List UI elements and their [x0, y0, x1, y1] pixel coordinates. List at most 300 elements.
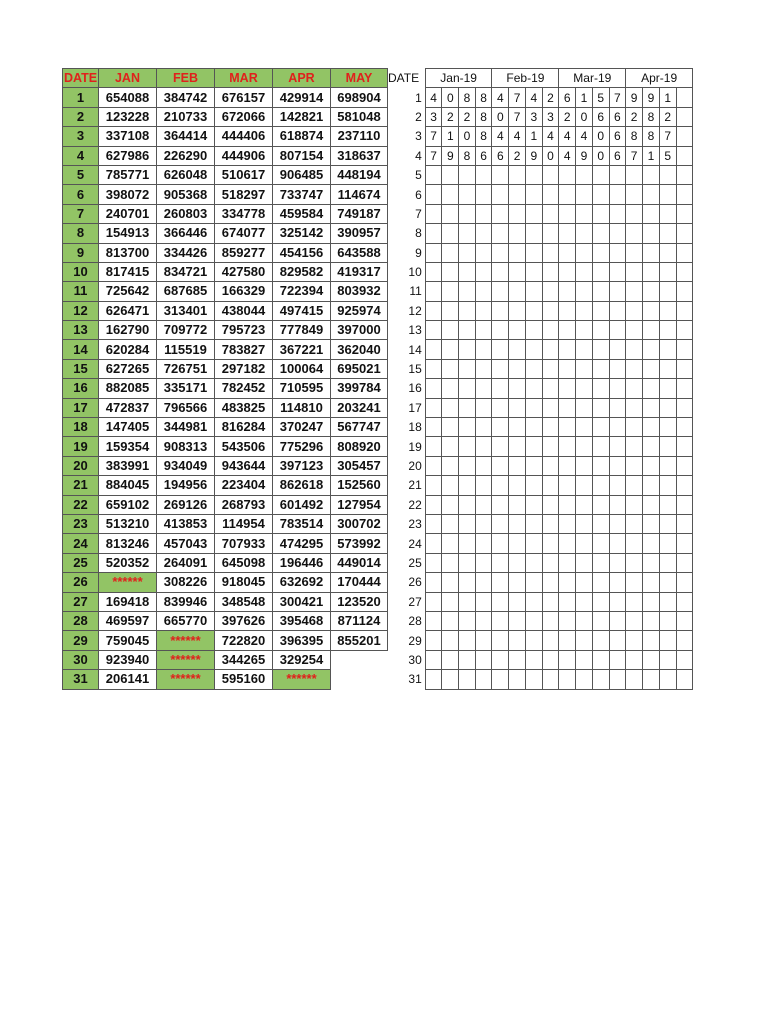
- empty-digit-cell: [609, 282, 626, 301]
- digit-cell: 3: [525, 107, 542, 126]
- value-cell: 162790: [99, 321, 157, 340]
- digit-cell: 6: [592, 107, 609, 126]
- value-cell: 520352: [99, 553, 157, 572]
- empty-digit-cell: [475, 224, 492, 243]
- empty-digit-cell: [492, 185, 509, 204]
- empty-digit-cell: [525, 514, 542, 533]
- table-row: [63, 359, 388, 378]
- value-cell: 297182: [215, 359, 273, 378]
- digit-cell: 4: [492, 127, 509, 146]
- empty-digit-cell: [659, 165, 676, 184]
- empty-digit-cell: [659, 282, 676, 301]
- empty-digit-cell: [509, 456, 526, 475]
- column-header: MAR: [215, 69, 273, 88]
- empty-digit-cell: [592, 262, 609, 281]
- date-cell: 28: [63, 611, 99, 630]
- value-cell: 240701: [99, 204, 157, 223]
- chart-row: [387, 534, 693, 553]
- date-cell: 4: [63, 146, 99, 165]
- value-cell: 305457: [331, 456, 388, 475]
- empty-digit-cell: [626, 359, 643, 378]
- column-header: APR: [273, 69, 331, 88]
- empty-digit-cell: [676, 650, 692, 669]
- empty-digit-cell: [559, 398, 576, 417]
- empty-digit-cell: [525, 301, 542, 320]
- empty-digit-cell: [492, 340, 509, 359]
- empty-digit-cell: [676, 495, 692, 514]
- digit-cell: 4: [492, 88, 509, 107]
- empty-digit-cell: [542, 456, 559, 475]
- row-number: 25: [387, 553, 425, 572]
- value-cell: 817415: [99, 262, 157, 281]
- empty-digit-cell: [609, 670, 626, 689]
- date-cell: 9: [63, 243, 99, 262]
- empty-digit-cell: [509, 359, 526, 378]
- value-cell: 709772: [157, 321, 215, 340]
- empty-digit-cell: [459, 204, 476, 223]
- empty-digit-cell: [559, 650, 576, 669]
- empty-digit-cell: [626, 165, 643, 184]
- row-number: 21: [387, 476, 425, 495]
- empty-digit-cell: [425, 379, 442, 398]
- empty-digit-cell: [659, 243, 676, 262]
- empty-digit-cell: [643, 553, 660, 572]
- row-number: 12: [387, 301, 425, 320]
- empty-digit-cell: [676, 321, 692, 340]
- chart-row: [387, 359, 693, 378]
- date-cell: 31: [63, 670, 99, 689]
- value-cell: 808920: [331, 437, 388, 456]
- empty-digit-cell: [425, 398, 442, 417]
- empty-digit-cell: [576, 418, 593, 437]
- chart-row: [387, 495, 693, 514]
- empty-digit-cell: [459, 185, 476, 204]
- empty-digit-cell: [659, 379, 676, 398]
- empty-digit-cell: [609, 456, 626, 475]
- empty-digit-cell: [643, 631, 660, 650]
- empty-digit-cell: [492, 573, 509, 592]
- empty-digit-cell: [643, 243, 660, 262]
- empty-digit-cell: [442, 379, 459, 398]
- empty-digit-cell: [676, 476, 692, 495]
- empty-digit-cell: [492, 437, 509, 456]
- empty-digit-cell: [542, 398, 559, 417]
- row-number: 28: [387, 611, 425, 630]
- empty-digit-cell: [659, 185, 676, 204]
- empty-digit-cell: [609, 573, 626, 592]
- empty-digit-cell: [475, 204, 492, 223]
- table-row: [63, 398, 388, 417]
- empty-digit-cell: [626, 495, 643, 514]
- empty-digit-cell: [576, 243, 593, 262]
- empty-digit-cell: [459, 165, 476, 184]
- empty-digit-cell: [459, 398, 476, 417]
- row-number: 17: [387, 398, 425, 417]
- empty-digit-cell: [475, 185, 492, 204]
- empty-digit-cell: [609, 553, 626, 572]
- table-row: [63, 107, 388, 126]
- value-cell: 114954: [215, 514, 273, 533]
- value-cell: 775296: [273, 437, 331, 456]
- row-number: 6: [387, 185, 425, 204]
- empty-digit-cell: [509, 437, 526, 456]
- empty-digit-cell: [659, 398, 676, 417]
- empty-digit-cell: [442, 437, 459, 456]
- empty-digit-cell: [542, 437, 559, 456]
- chart-row: [387, 631, 693, 650]
- row-number: 24: [387, 534, 425, 553]
- empty-digit-cell: [659, 495, 676, 514]
- digit-cell: 6: [609, 127, 626, 146]
- row-number: 10: [387, 262, 425, 281]
- value-cell: 627986: [99, 146, 157, 165]
- empty-digit-cell: [475, 301, 492, 320]
- empty-digit-cell: [542, 224, 559, 243]
- empty-digit-cell: [609, 243, 626, 262]
- empty-digit-cell: [509, 262, 526, 281]
- value-cell: 654088: [99, 88, 157, 107]
- empty-digit-cell: [492, 321, 509, 340]
- digit-cell: 5: [659, 146, 676, 165]
- empty-digit-cell: [425, 321, 442, 340]
- empty-digit-cell: [442, 534, 459, 553]
- empty-digit-cell: [459, 359, 476, 378]
- empty-digit-cell: [525, 359, 542, 378]
- empty-digit-cell: [475, 592, 492, 611]
- value-cell: 459584: [273, 204, 331, 223]
- empty-digit-cell: [492, 456, 509, 475]
- value-cell: 601492: [273, 495, 331, 514]
- column-header: DATE: [63, 69, 99, 88]
- empty-cell: [331, 650, 388, 669]
- empty-digit-cell: [559, 495, 576, 514]
- value-cell: 318637: [331, 146, 388, 165]
- empty-digit-cell: [659, 340, 676, 359]
- value-cell: 783827: [215, 340, 273, 359]
- empty-digit-cell: [676, 456, 692, 475]
- value-cell: 943644: [215, 456, 273, 475]
- value-cell: 620284: [99, 340, 157, 359]
- empty-digit-cell: [492, 418, 509, 437]
- empty-digit-cell: [459, 282, 476, 301]
- empty-digit-cell: [676, 185, 692, 204]
- value-cell: 367221: [273, 340, 331, 359]
- date-cell: 24: [63, 534, 99, 553]
- date-cell: 6: [63, 185, 99, 204]
- empty-digit-cell: [542, 670, 559, 689]
- value-cell: 687685: [157, 282, 215, 301]
- empty-digit-cell: [475, 165, 492, 184]
- empty-digit-cell: [676, 611, 692, 630]
- empty-digit-cell: [676, 573, 692, 592]
- empty-digit-cell: [525, 398, 542, 417]
- digit-cell: 1: [643, 146, 660, 165]
- value-cell: 839946: [157, 592, 215, 611]
- digit-cell: 8: [475, 107, 492, 126]
- empty-digit-cell: [643, 534, 660, 553]
- row-number: 5: [387, 165, 425, 184]
- empty-digit-cell: [576, 573, 593, 592]
- empty-digit-cell: [425, 534, 442, 553]
- empty-digit-cell: [442, 670, 459, 689]
- value-cell: 777849: [273, 321, 331, 340]
- empty-digit-cell: [475, 418, 492, 437]
- empty-digit-cell: [659, 534, 676, 553]
- empty-digit-cell: [442, 282, 459, 301]
- empty-digit-cell: [459, 495, 476, 514]
- empty-digit-cell: [542, 592, 559, 611]
- missing-value-cell: ******: [273, 670, 331, 689]
- empty-digit-cell: [425, 243, 442, 262]
- empty-digit-cell: [459, 611, 476, 630]
- value-cell: 573992: [331, 534, 388, 553]
- digit-cell: 0: [442, 88, 459, 107]
- empty-digit-cell: [559, 553, 576, 572]
- empty-digit-cell: [509, 650, 526, 669]
- digit-cell: 8: [643, 127, 660, 146]
- value-cell: 934049: [157, 456, 215, 475]
- empty-digit-cell: [509, 514, 526, 533]
- empty-digit-cell: [609, 476, 626, 495]
- empty-digit-cell: [459, 437, 476, 456]
- value-cell: 397000: [331, 321, 388, 340]
- value-cell: 672066: [215, 107, 273, 126]
- empty-digit-cell: [542, 573, 559, 592]
- empty-digit-cell: [442, 204, 459, 223]
- value-cell: 334778: [215, 204, 273, 223]
- empty-digit-cell: [459, 592, 476, 611]
- value-cell: 170444: [331, 573, 388, 592]
- chart-row: [387, 301, 693, 320]
- empty-digit-cell: [676, 127, 692, 146]
- date-cell: 15: [63, 359, 99, 378]
- value-cell: 905368: [157, 185, 215, 204]
- empty-digit-cell: [442, 398, 459, 417]
- empty-digit-cell: [525, 631, 542, 650]
- empty-digit-cell: [592, 611, 609, 630]
- empty-digit-cell: [542, 340, 559, 359]
- value-cell: 472837: [99, 398, 157, 417]
- date-cell: 3: [63, 127, 99, 146]
- empty-digit-cell: [676, 107, 692, 126]
- empty-digit-cell: [475, 553, 492, 572]
- row-number: 20: [387, 456, 425, 475]
- date-cell: 18: [63, 418, 99, 437]
- empty-digit-cell: [592, 514, 609, 533]
- table-row: [63, 282, 388, 301]
- empty-digit-cell: [459, 476, 476, 495]
- empty-digit-cell: [576, 262, 593, 281]
- digit-cell: 0: [492, 107, 509, 126]
- chart-row: [387, 243, 693, 262]
- date-cell: 27: [63, 592, 99, 611]
- empty-digit-cell: [592, 495, 609, 514]
- empty-digit-cell: [609, 534, 626, 553]
- empty-digit-cell: [576, 495, 593, 514]
- date-cell: 20: [63, 456, 99, 475]
- empty-digit-cell: [509, 418, 526, 437]
- empty-digit-cell: [626, 321, 643, 340]
- empty-digit-cell: [676, 165, 692, 184]
- month-header: Feb-19: [492, 69, 559, 88]
- table-row: [63, 650, 388, 669]
- empty-digit-cell: [425, 204, 442, 223]
- empty-digit-cell: [542, 553, 559, 572]
- value-cell: 325142: [273, 224, 331, 243]
- value-cell: 329254: [273, 650, 331, 669]
- empty-digit-cell: [609, 224, 626, 243]
- empty-digit-cell: [659, 476, 676, 495]
- month-header: Jan-19: [425, 69, 492, 88]
- empty-digit-cell: [475, 262, 492, 281]
- empty-digit-cell: [626, 398, 643, 417]
- column-header: MAY: [331, 69, 388, 88]
- empty-digit-cell: [609, 650, 626, 669]
- date-cell: 2: [63, 107, 99, 126]
- empty-digit-cell: [559, 243, 576, 262]
- empty-digit-cell: [626, 650, 643, 669]
- empty-digit-cell: [542, 534, 559, 553]
- date-cell: 14: [63, 340, 99, 359]
- date-cell: 10: [63, 262, 99, 281]
- value-cell: 722394: [273, 282, 331, 301]
- value-cell: 390957: [331, 224, 388, 243]
- digit-cell: 2: [626, 107, 643, 126]
- value-cell: 698904: [331, 88, 388, 107]
- empty-digit-cell: [576, 321, 593, 340]
- empty-digit-cell: [525, 573, 542, 592]
- empty-digit-cell: [626, 573, 643, 592]
- empty-digit-cell: [559, 592, 576, 611]
- empty-digit-cell: [509, 185, 526, 204]
- empty-digit-cell: [425, 359, 442, 378]
- digit-cell: 5: [592, 88, 609, 107]
- empty-digit-cell: [609, 398, 626, 417]
- empty-digit-cell: [425, 224, 442, 243]
- digit-cell: 8: [459, 88, 476, 107]
- row-number: 1: [387, 88, 425, 107]
- empty-digit-cell: [475, 456, 492, 475]
- row-number: 18: [387, 418, 425, 437]
- empty-digit-cell: [475, 476, 492, 495]
- empty-digit-cell: [525, 650, 542, 669]
- date-cell: 30: [63, 650, 99, 669]
- value-cell: 313401: [157, 301, 215, 320]
- empty-digit-cell: [425, 611, 442, 630]
- empty-digit-cell: [592, 204, 609, 223]
- empty-digit-cell: [559, 611, 576, 630]
- empty-digit-cell: [592, 534, 609, 553]
- empty-digit-cell: [626, 185, 643, 204]
- empty-digit-cell: [676, 243, 692, 262]
- row-number: 15: [387, 359, 425, 378]
- row-number: 16: [387, 379, 425, 398]
- empty-digit-cell: [676, 592, 692, 611]
- empty-digit-cell: [542, 204, 559, 223]
- chart-row: [387, 437, 693, 456]
- table-row: [63, 514, 388, 533]
- empty-digit-cell: [676, 88, 692, 107]
- chart-row: [387, 282, 693, 301]
- empty-digit-cell: [592, 379, 609, 398]
- empty-digit-cell: [626, 534, 643, 553]
- digit-cell: 2: [559, 107, 576, 126]
- value-cell: 142821: [273, 107, 331, 126]
- empty-digit-cell: [609, 340, 626, 359]
- empty-digit-cell: [475, 650, 492, 669]
- empty-digit-cell: [676, 514, 692, 533]
- empty-digit-cell: [442, 301, 459, 320]
- digit-cell: 9: [525, 146, 542, 165]
- value-cell: 300702: [331, 514, 388, 533]
- value-cell: 114674: [331, 185, 388, 204]
- empty-digit-cell: [459, 321, 476, 340]
- value-cell: 733747: [273, 185, 331, 204]
- value-cell: 581048: [331, 107, 388, 126]
- empty-digit-cell: [542, 418, 559, 437]
- empty-digit-cell: [525, 456, 542, 475]
- value-cell: 169418: [99, 592, 157, 611]
- column-header: JAN: [99, 69, 157, 88]
- digit-cell: 8: [475, 88, 492, 107]
- value-cell: 749187: [331, 204, 388, 223]
- digit-cell: 7: [509, 107, 526, 126]
- digit-cell: 9: [643, 88, 660, 107]
- empty-digit-cell: [626, 379, 643, 398]
- empty-digit-cell: [559, 631, 576, 650]
- value-cell: 334426: [157, 243, 215, 262]
- digit-cell: 4: [542, 127, 559, 146]
- table-row: [63, 592, 388, 611]
- row-number: 13: [387, 321, 425, 340]
- empty-digit-cell: [525, 321, 542, 340]
- value-cell: 725642: [99, 282, 157, 301]
- date-cell: 5: [63, 165, 99, 184]
- row-number: 29: [387, 631, 425, 650]
- value-cell: 348548: [215, 592, 273, 611]
- value-cell: 457043: [157, 534, 215, 553]
- value-cell: 260803: [157, 204, 215, 223]
- value-cell: 834721: [157, 262, 215, 281]
- value-cell: 370247: [273, 418, 331, 437]
- empty-digit-cell: [659, 631, 676, 650]
- empty-digit-cell: [425, 631, 442, 650]
- empty-digit-cell: [626, 340, 643, 359]
- digit-chart-table: [387, 68, 693, 690]
- empty-digit-cell: [592, 340, 609, 359]
- digit-cell: 4: [425, 88, 442, 107]
- value-cell: 626048: [157, 165, 215, 184]
- empty-digit-cell: [542, 301, 559, 320]
- digit-cell: 0: [542, 146, 559, 165]
- value-cell: 813700: [99, 243, 157, 262]
- value-cell: 829582: [273, 262, 331, 281]
- empty-digit-cell: [425, 456, 442, 475]
- empty-digit-cell: [459, 379, 476, 398]
- empty-digit-cell: [492, 165, 509, 184]
- table-row: [63, 127, 388, 146]
- empty-digit-cell: [542, 262, 559, 281]
- empty-digit-cell: [509, 224, 526, 243]
- empty-digit-cell: [643, 418, 660, 437]
- empty-digit-cell: [626, 437, 643, 456]
- date-cell: 7: [63, 204, 99, 223]
- value-cell: 413853: [157, 514, 215, 533]
- value-cell: 710595: [273, 379, 331, 398]
- empty-digit-cell: [559, 534, 576, 553]
- value-cell: 395468: [273, 611, 331, 630]
- empty-digit-cell: [425, 437, 442, 456]
